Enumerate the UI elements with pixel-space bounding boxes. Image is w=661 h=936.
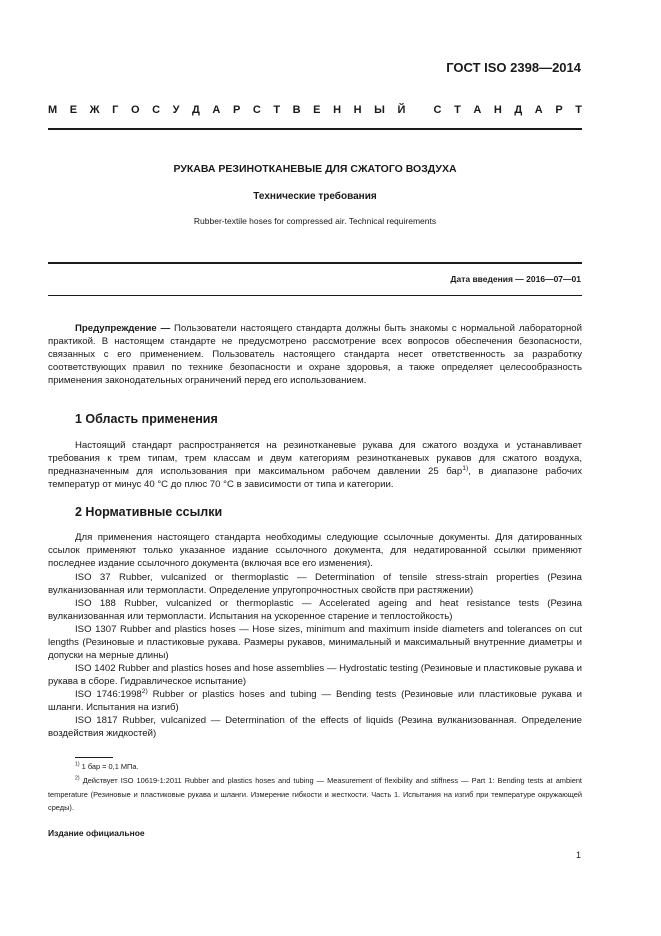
reference-item: ISO 1307 Rubber and plastics hoses — Hose sizes, minimum and maximum inside diameters and tolerances on cut lengths (Резиновые и пластиковые рукава. Размеры рукавов, минимальный и максимальный внутренние диаметры и допуски на мерные длины) — [48, 624, 582, 662]
banner-letter: Т — [273, 104, 281, 116]
reference-text: Rubber or plastics hoses and tubing — Bending tests (Резиновые или пластиковые рукава и шланги. Испытания на изгиб) — [48, 689, 583, 714]
banner-letter: Р — [555, 104, 563, 116]
interstate-standard-banner — [48, 104, 582, 116]
footnote-mark: 2) — [75, 775, 80, 782]
footnote-ref-1: 1) — [462, 465, 469, 472]
reference-item: ISO 188 Rubber, vulcanized or thermoplastic — Accelerated ageing and heat resistance tests (Резина вулканизованная или термопласти. Испытания на ускоренное старение и теплостойкость) — [48, 598, 582, 623]
document-title-english: Rubber-textile hoses for compressed air. Technical requirements — [193, 216, 437, 226]
footnote-1 — [48, 760, 582, 774]
banner-letter: Н — [493, 104, 502, 116]
warning-paragraph — [48, 322, 582, 387]
banner-letter: А — [212, 104, 221, 116]
footnote-ref-2: 2) — [141, 687, 148, 695]
reference-item: ISO 1817 Rubber, vulcanized — Determination of the effects of liquids (Резина вулканизованная. Определение воздействия жидкостей) — [48, 715, 582, 740]
warning-label: Предупреждение — — [75, 323, 171, 334]
document-subtitle: Технические требования — [253, 191, 377, 202]
banner-letter: С — [252, 104, 261, 116]
introduction-date: Дата введения — 2016—07—01 — [450, 274, 581, 284]
banner-letter: О — [130, 104, 140, 116]
footnote-2 — [48, 774, 582, 815]
standard-number: ГОСТ ISO 2398—2014 — [446, 60, 581, 75]
section-2-heading: 2 Нормативные ссылки — [75, 505, 223, 519]
banner-letter: Н — [353, 104, 362, 116]
page-number: 1 — [575, 850, 581, 860]
reference-item — [48, 688, 582, 714]
banner-letter: М — [48, 104, 58, 116]
banner-letter: А — [534, 104, 543, 116]
banner-letter: А — [473, 104, 482, 116]
footnote-mark: 1) — [75, 761, 80, 768]
banner-letter: Е — [313, 104, 321, 116]
section-1-text-a: Настоящий стандарт распространяется на резинотканевые рукава для сжатого воздуха и устанавливает требования к трем типам, трем классам и двум категориям резинотканевых рукавов для сжатого воздуха, предназначенным для использования при максимальном рабочем давлении 25 бар — [48, 440, 582, 478]
banner-letter: У — [172, 104, 180, 116]
banner-letter: В — [292, 104, 301, 116]
date-rule — [48, 295, 582, 296]
banner-letter: Ы — [374, 104, 385, 116]
reference-item: ISO 1402 Rubber and plastics hoses and hose assemblies — Hydrostatic testing (Резиновые и пластиковые рукава и рукава в сборе. Гидравлическое испытание) — [48, 663, 582, 688]
banner-letter: Н — [333, 104, 342, 116]
warning-text: Пользователи настоящего стандарта должны быть знакомы с нормальной лабораторной практикой. В настоящем стандарте не предусмотрено рассмотрение всех вопросов обеспечения безопасности, связанных с его применением. Пользователь настоящего стандарта несет ответственность за разработку соответствующих правил по технике безопасности и охране здоровья, а также определяет целесообразность применения законодательных ограничений перед его использованием. — [48, 323, 582, 387]
banner-letter: Ж — [89, 104, 100, 116]
banner-letter: Т — [454, 104, 461, 116]
section-1-paragraph — [48, 439, 582, 491]
banner-letter: Д — [514, 104, 523, 116]
section-1-text-b: , в диапазоне рабочих температур от минус 40 °С до плюс 70 °С в зависимости от типа и категории. — [48, 466, 582, 491]
banner-letter: Е — [69, 104, 78, 116]
document-title: РУКАВА РЕЗИНОТКАНЕВЫЕ ДЛЯ СЖАТОГО ВОЗДУХА — [173, 163, 457, 175]
banner-letter: С — [433, 104, 442, 116]
section-1-heading: 1 Область применения — [75, 412, 218, 426]
footnote-separator — [75, 757, 113, 758]
reference-code: ISO 1746:1998 — [75, 689, 142, 700]
banner-letter: Р — [232, 104, 241, 116]
title-rule-bottom — [48, 262, 582, 264]
banner-letter: Г — [112, 104, 119, 116]
footnote-text: 1 бар = 0,1 МПа. — [79, 762, 139, 771]
footnote-text: Действует ISO 10619-1:2011 Rubber and plastics hoses and tubing — Measurement of flexibility and stiffness — Part 1: Bending tests at ambient temperature (Резиновые и пластиковые рукава и шланги. Измерение гибкости и жесткости. Часть 1. Испытания на изгиб при температуре окружающей среды). — [48, 776, 582, 812]
banner-letter: Й — [397, 104, 406, 116]
banner-letter: С — [152, 104, 161, 116]
edition-label: Издание официальное — [48, 828, 145, 838]
banner-letter: Д — [192, 104, 200, 116]
section-2-intro: Для применения настоящего стандарта необходимы следующие ссылочные документы. Для датированных ссылок применяют только указанное издание ссылочного документа, для недатированной ссылки применяют последнее издание ссылочного документа (включая все его изменения). — [48, 532, 582, 570]
banner-letter: Т — [575, 104, 582, 116]
header-rule-top — [48, 128, 582, 130]
reference-item: ISO 37 Rubber, vulcanized or thermoplastic — Determination of tensile stress-strain properties (Резина вулканизованная или термопласти. Определение упругопрочностных свойств при растяжении) — [48, 572, 582, 597]
banner-letter — [418, 104, 421, 116]
